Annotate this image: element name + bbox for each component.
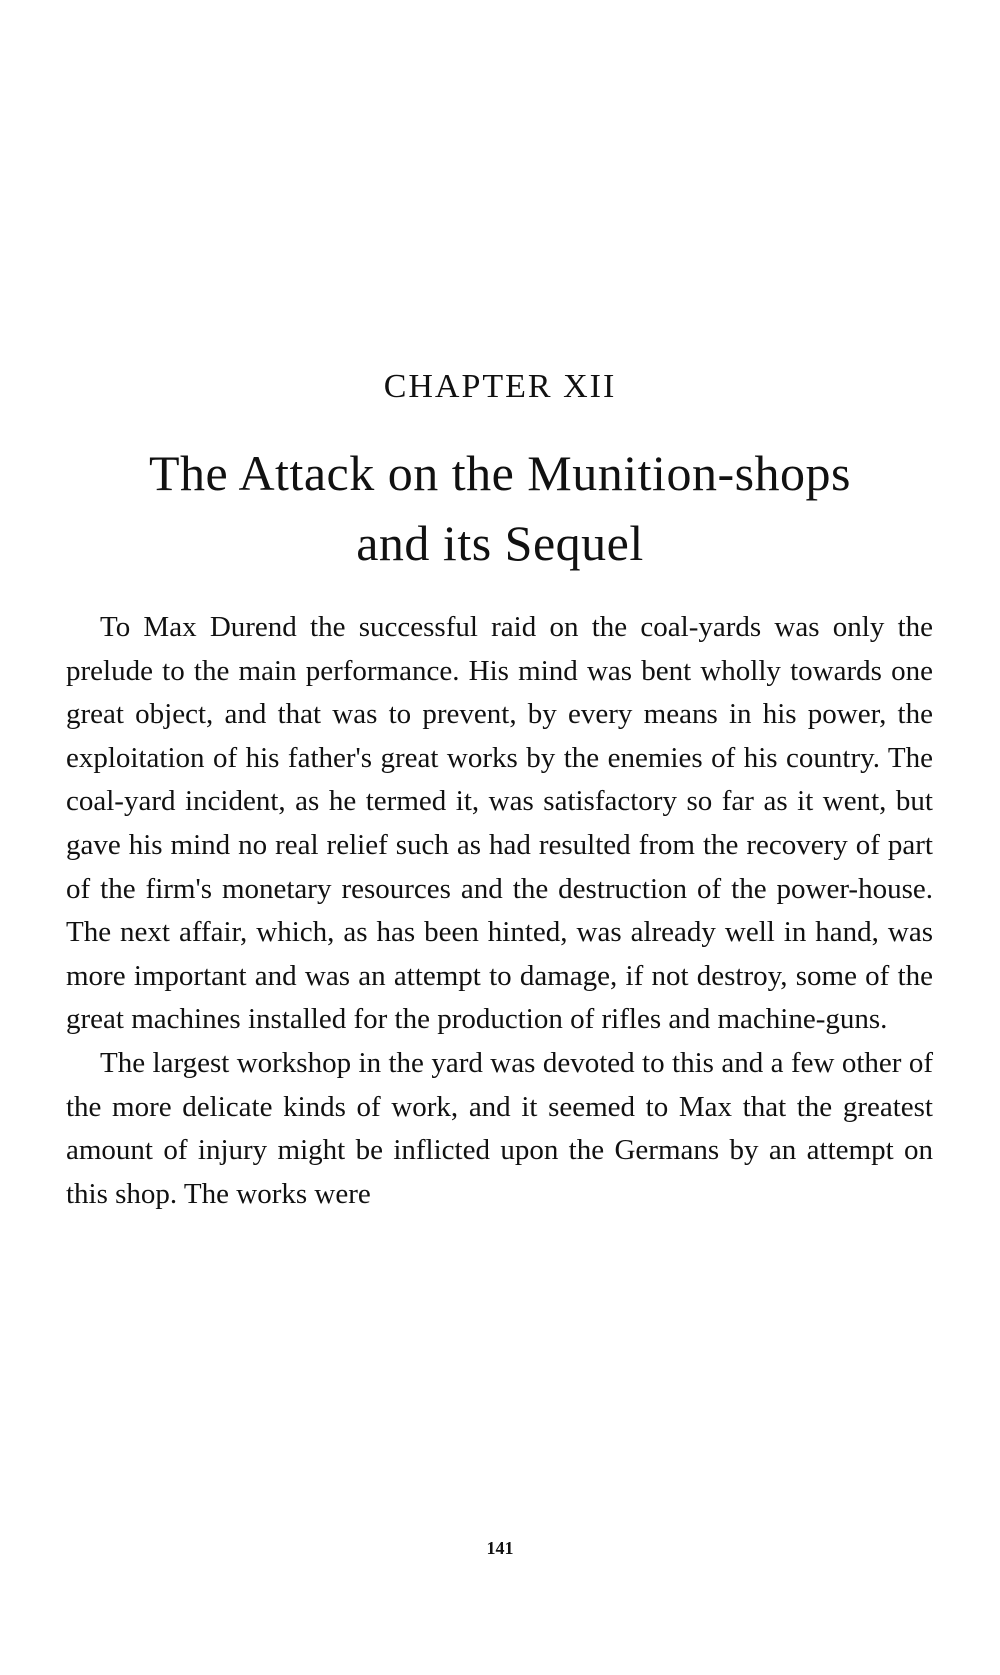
chapter-label: CHAPTER XII	[383, 368, 617, 405]
page-number: 141	[486, 1538, 514, 1558]
chapter-body	[66, 606, 933, 1216]
paragraph-2: The largest workshop in the yard was devoted to this and a few other of the more delicate kinds of work, and it seemed to Max that the greatest amount of injury might be inflicted upon the Germans by an attempt on this shop. The works were	[66, 1046, 933, 1210]
chapter-title-line-2: and its Sequel	[356, 515, 644, 571]
paragraph-1: To Max Durend the successful raid on the coal-yards was only the prelude to the main performance. His mind was bent wholly towards one great object, and that was to prevent, by every means in his power, the exploitation of his father's great works by the enemies of his country. The coal-yard incident, as he termed it, was satisfactory so far as it went, but gave his mind no real relief such as had resulted from the recovery of part of the firm's monetary resources and the destruction of the power-house. The next affair, which, as has been hinted, was already well in hand, was more important and was an attempt to damage, if not destroy, some of the great machines installed for the production of rifles and machine-guns.	[66, 611, 933, 1036]
chapter-title	[60, 438, 940, 578]
chapter-title-line-1: The Attack on the Munition-shops	[148, 445, 852, 501]
